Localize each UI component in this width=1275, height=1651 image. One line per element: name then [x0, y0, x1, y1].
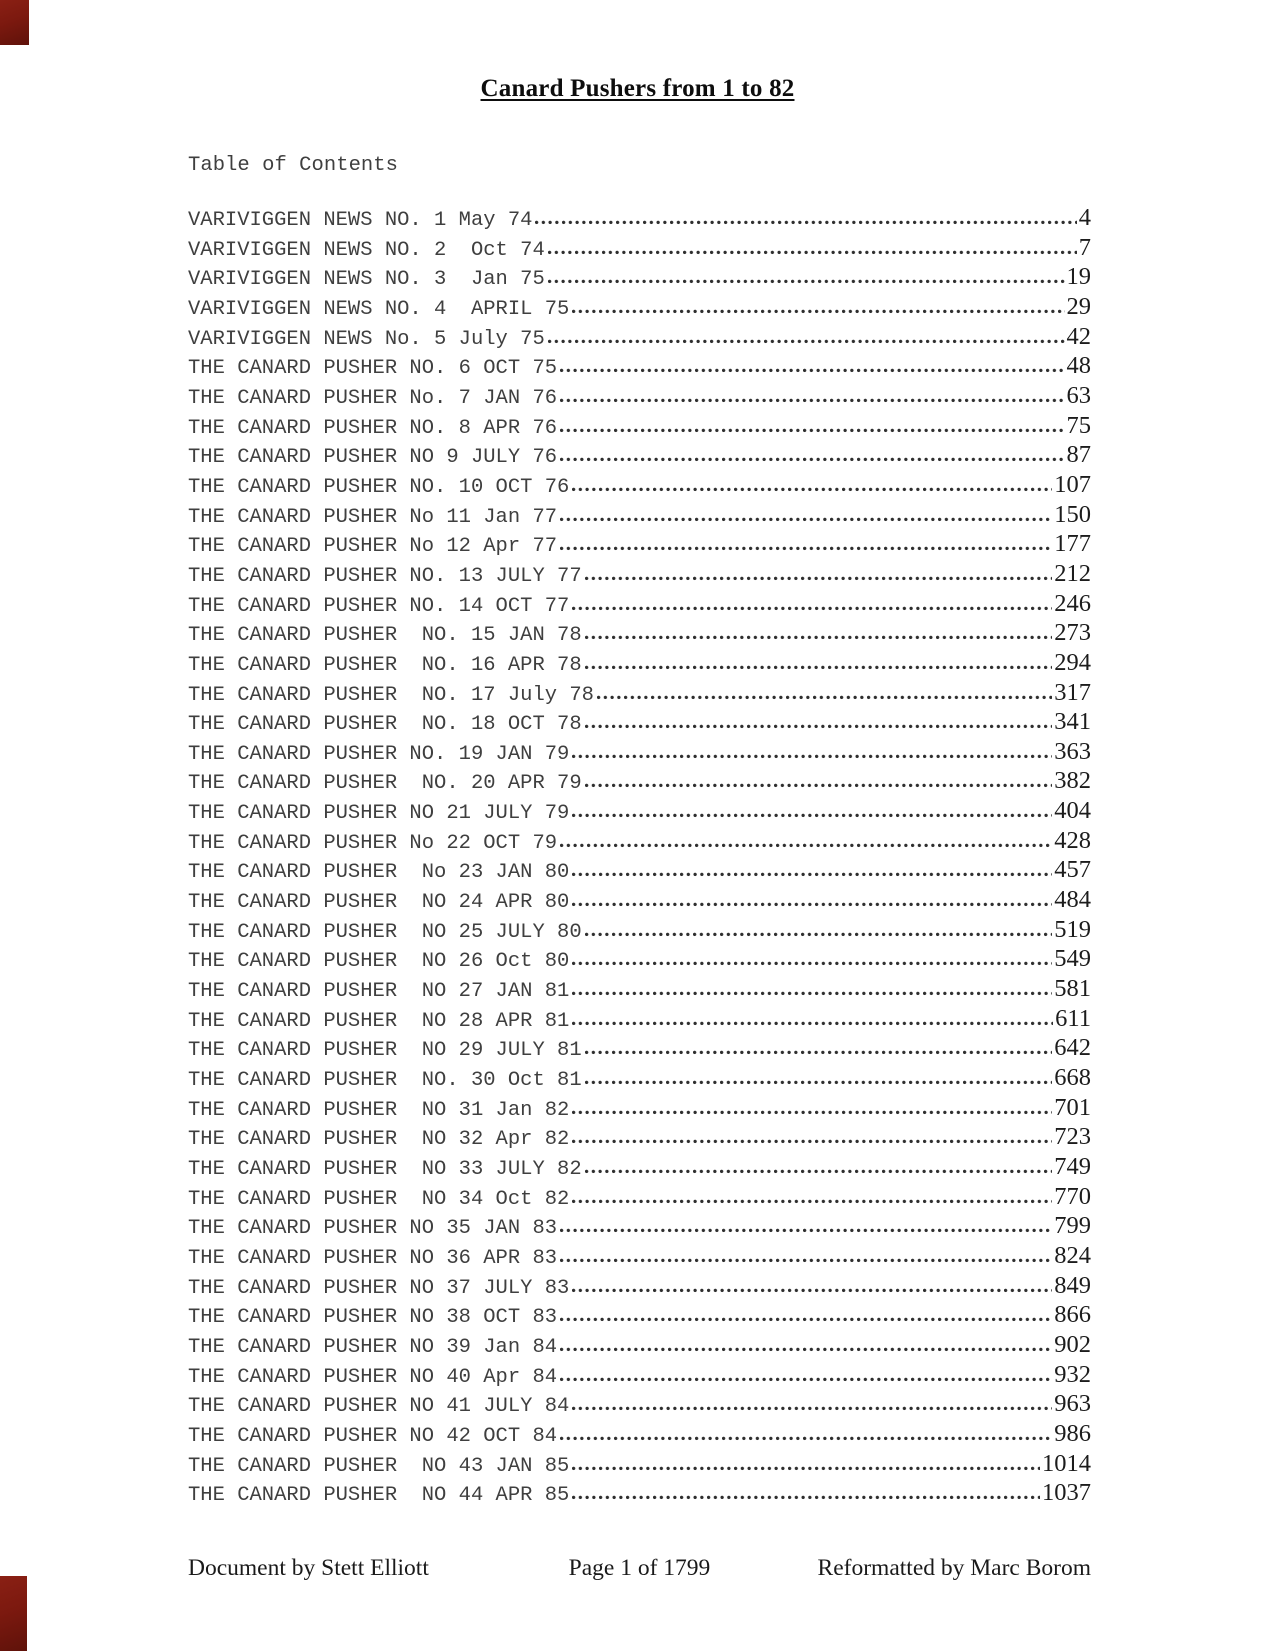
- toc-entry-page: 150: [1054, 500, 1091, 528]
- dot-leader: [585, 783, 1053, 788]
- toc-entry-page: 7: [1078, 233, 1091, 261]
- toc-entry-page: 404: [1054, 797, 1091, 825]
- toc-entry-label: THE CANARD PUSHER NO 39 Jan 84: [188, 1335, 558, 1359]
- toc-entry: [188, 262, 1091, 292]
- toc-entry: [188, 1241, 1091, 1271]
- toc-entry-page: 87: [1066, 441, 1091, 469]
- toc-entry: [188, 1122, 1091, 1152]
- dot-leader: [572, 1199, 1052, 1204]
- toc-entry-page: 668: [1054, 1064, 1091, 1092]
- toc-entry-page: 849: [1054, 1271, 1091, 1299]
- toc-entry-label: THE CANARD PUSHER NO 41 JULY 84: [188, 1395, 570, 1419]
- toc-entry-label: THE CANARD PUSHER NO 25 JULY 80: [188, 920, 582, 944]
- toc-entry-page: 273: [1054, 619, 1091, 647]
- toc-entry-page: 519: [1054, 915, 1091, 943]
- toc-entry: [188, 944, 1091, 974]
- toc-entry-label: THE CANARD PUSHER NO 34 Oct 82: [188, 1187, 570, 1211]
- toc-entry: [188, 1004, 1091, 1034]
- toc-entry-label: THE CANARD PUSHER NO 31 Jan 82: [188, 1098, 570, 1122]
- toc-entry-label: THE CANARD PUSHER NO 43 JAN 85: [188, 1454, 570, 1478]
- toc-entry-label: THE CANARD PUSHER NO 9 JULY 76: [188, 446, 558, 470]
- dot-leader: [572, 309, 1064, 314]
- toc-entry-page: 1014: [1042, 1449, 1091, 1477]
- toc-entry-label: THE CANARD PUSHER NO 38 OCT 83: [188, 1306, 558, 1330]
- dot-leader: [572, 1021, 1053, 1026]
- toc-entry-page: 549: [1054, 945, 1091, 973]
- dot-leader: [572, 991, 1052, 996]
- title-row: [0, 0, 1275, 107]
- toc-entry: [188, 1330, 1091, 1360]
- dot-leader: [572, 872, 1052, 877]
- toc-entry: [188, 1271, 1091, 1301]
- toc-entry-page: 824: [1054, 1241, 1091, 1269]
- toc-entry-page: 317: [1054, 678, 1091, 706]
- footer-page-indicator: Page 1 of 1799: [568, 1554, 711, 1581]
- toc-entry-label: THE CANARD PUSHER No. 7 JAN 76: [188, 386, 558, 410]
- toc-entry: [188, 351, 1091, 381]
- toc-entry: [188, 470, 1091, 500]
- toc-entry-label: THE CANARD PUSHER NO. 6 OCT 75: [188, 357, 558, 381]
- dot-leader: [560, 398, 1064, 403]
- toc-entry-page: 902: [1054, 1330, 1091, 1358]
- dot-leader: [585, 932, 1053, 937]
- toc-entry-label: THE CANARD PUSHER NO 26 Oct 80: [188, 950, 570, 974]
- dot-leader: [572, 902, 1052, 907]
- toc-entry: [188, 678, 1091, 708]
- toc-entry: [188, 707, 1091, 737]
- toc-entry: [188, 500, 1091, 530]
- dot-leader: [572, 1466, 1040, 1471]
- dot-leader: [560, 457, 1064, 462]
- dot-leader: [585, 576, 1053, 581]
- dot-leader: [572, 1110, 1052, 1115]
- toc-entry-page: 932: [1054, 1360, 1091, 1388]
- toc-entry-page: 63: [1066, 381, 1091, 409]
- toc-entry-label: THE CANARD PUSHER No 11 Jan 77: [188, 505, 558, 529]
- toc-entry: [188, 648, 1091, 678]
- toc-entry-label: THE CANARD PUSHER NO 40 Apr 84: [188, 1365, 558, 1389]
- toc-entry: [188, 796, 1091, 826]
- toc-entry: [188, 440, 1091, 470]
- toc-entry-label: THE CANARD PUSHER NO. 18 OCT 78: [188, 713, 582, 737]
- toc-entry-page: 749: [1054, 1153, 1091, 1180]
- toc-entry-page: 611: [1055, 1004, 1091, 1032]
- toc-entry: [188, 885, 1091, 915]
- toc-entry-page: 48: [1066, 352, 1091, 380]
- dot-leader: [560, 546, 1052, 551]
- toc-entry: [188, 1211, 1091, 1241]
- toc-entry: [188, 1182, 1091, 1212]
- toc-entry-page: 363: [1054, 737, 1091, 765]
- toc-entry-label: THE CANARD PUSHER NO 33 JULY 82: [188, 1158, 582, 1181]
- toc-entry-label: THE CANARD PUSHER NO 28 APR 81: [188, 1009, 570, 1033]
- toc-entry-page: 1037: [1042, 1479, 1091, 1507]
- toc-entry-label: VARIVIGGEN NEWS NO. 1 May 74: [188, 209, 533, 232]
- dot-leader: [560, 368, 1064, 373]
- dot-leader: [572, 754, 1052, 759]
- toc-entry-page: 177: [1054, 530, 1091, 558]
- dot-leader: [560, 843, 1052, 848]
- toc-entry-page: 428: [1054, 826, 1091, 854]
- toc-entry-page: 799: [1054, 1212, 1091, 1240]
- toc-entry-label: THE CANARD PUSHER NO 44 APR 85: [188, 1484, 570, 1508]
- toc-entry-page: 382: [1054, 767, 1091, 795]
- toc-entry: [188, 1419, 1091, 1449]
- dot-leader: [560, 1228, 1052, 1233]
- toc-entry: [188, 1478, 1091, 1508]
- toc-entry: [188, 618, 1091, 648]
- dot-leader: [572, 813, 1052, 818]
- toc-entry-label: THE CANARD PUSHER No 12 Apr 77: [188, 535, 558, 559]
- toc-entry-label: VARIVIGGEN NEWS NO. 4 APRIL 75: [188, 297, 570, 321]
- toc-entry: [188, 1063, 1091, 1093]
- dot-leader: [560, 428, 1064, 433]
- toc-entry: [188, 1389, 1091, 1419]
- dot-leader: [572, 1139, 1052, 1144]
- toc-entry-page: 866: [1054, 1301, 1091, 1329]
- toc-entry: [188, 322, 1091, 352]
- toc-entry-label: THE CANARD PUSHER NO 29 JULY 81: [188, 1039, 582, 1063]
- dot-leader: [585, 724, 1053, 729]
- toc-list: [188, 203, 1091, 1508]
- toc-entry-page: 29: [1066, 292, 1091, 320]
- toc-entry-label: THE CANARD PUSHER NO 24 APR 80: [188, 891, 570, 915]
- dot-leader: [585, 635, 1053, 640]
- dot-leader: [572, 606, 1052, 611]
- toc-entry-label: VARIVIGGEN NEWS NO. 2 Oct 74: [188, 238, 545, 262]
- toc-entry-page: 294: [1054, 648, 1091, 676]
- toc-entry-page: 4: [1078, 204, 1091, 231]
- toc-entry-label: VARIVIGGEN NEWS NO. 3 Jan 75: [188, 268, 545, 292]
- toc-entry: [188, 855, 1091, 885]
- toc-entry-page: 341: [1054, 708, 1091, 736]
- toc-entry: [188, 1152, 1091, 1182]
- toc-entry-label: THE CANARD PUSHER No 23 JAN 80: [188, 861, 570, 885]
- toc-entry: [188, 1033, 1091, 1063]
- toc-entry-label: THE CANARD PUSHER NO. 30 Oct 81: [188, 1069, 582, 1093]
- toc-entry: [188, 589, 1091, 619]
- toc-entry: [188, 1093, 1091, 1123]
- toc-entry: [188, 915, 1091, 945]
- dot-leader: [560, 1347, 1052, 1352]
- toc-entry-label: THE CANARD PUSHER NO. 16 APR 78: [188, 653, 582, 677]
- dot-leader: [572, 487, 1052, 492]
- toc-entry-page: 484: [1054, 886, 1091, 914]
- toc-entry: [188, 559, 1091, 589]
- dot-leader: [585, 665, 1053, 670]
- footer-author: Document by Stett Elliott: [188, 1554, 429, 1581]
- toc-entry-label: THE CANARD PUSHER No 22 OCT 79: [188, 831, 558, 855]
- toc-entry-label: THE CANARD PUSHER NO 32 Apr 82: [188, 1128, 570, 1152]
- dot-leader: [585, 1050, 1053, 1055]
- toc-entry-label: THE CANARD PUSHER NO. 14 OCT 77: [188, 594, 570, 618]
- toc-entry-page: 986: [1054, 1419, 1091, 1447]
- dot-leader: [548, 250, 1077, 255]
- toc-entry: [188, 203, 1091, 233]
- toc-entry-label: THE CANARD PUSHER NO 37 JULY 83: [188, 1276, 570, 1300]
- dot-leader: [560, 1377, 1052, 1382]
- toc-entry: [188, 381, 1091, 411]
- toc-entry-label: THE CANARD PUSHER NO 27 JAN 81: [188, 980, 570, 1004]
- toc-entry-page: 212: [1054, 559, 1091, 587]
- toc-entry-page: 75: [1066, 411, 1091, 439]
- dot-leader: [572, 961, 1052, 966]
- toc-entry-page: 42: [1066, 322, 1091, 350]
- toc-entry-label: THE CANARD PUSHER NO 36 APR 83: [188, 1246, 558, 1270]
- toc-entry-page: 770: [1054, 1182, 1091, 1210]
- dot-leader: [572, 1288, 1052, 1293]
- dot-leader: [548, 279, 1065, 284]
- page-title: Canard Pushers from 1 to 82: [480, 75, 795, 102]
- toc-entry-page: 19: [1066, 263, 1091, 291]
- toc-entry-page: 107: [1054, 470, 1091, 498]
- toc-entry-label: VARIVIGGEN NEWS No. 5 July 75: [188, 327, 545, 351]
- toc-entry-label: THE CANARD PUSHER NO. 13 JULY 77: [188, 564, 582, 588]
- toc-entry-page: 963: [1054, 1390, 1091, 1418]
- toc-entry: [188, 766, 1091, 796]
- footer-reformatter: Reformatted by Marc Borom: [817, 1554, 1091, 1581]
- toc-entry: [188, 233, 1091, 263]
- toc-entry: [188, 411, 1091, 441]
- toc-entry: [188, 1360, 1091, 1390]
- toc-entry-page: 581: [1054, 975, 1091, 1003]
- toc-entry: [188, 826, 1091, 856]
- dot-leader: [597, 695, 1052, 700]
- dot-leader: [572, 1406, 1052, 1411]
- toc-entry: [188, 737, 1091, 767]
- toc-entry-label: THE CANARD PUSHER NO. 20 APR 79: [188, 772, 582, 796]
- toc-entry-label: THE CANARD PUSHER NO. 19 JAN 79: [188, 742, 570, 766]
- toc-entry-page: 246: [1054, 589, 1091, 617]
- toc-entry-label: THE CANARD PUSHER NO 35 JAN 83: [188, 1217, 558, 1241]
- toc-entry: [188, 1300, 1091, 1330]
- dot-leader: [572, 1495, 1040, 1500]
- toc-entry: [188, 1449, 1091, 1479]
- content-column: [188, 153, 1091, 1582]
- dot-leader: [585, 1169, 1053, 1174]
- toc-entry-label: THE CANARD PUSHER NO. 10 OCT 76: [188, 475, 570, 499]
- dot-leader: [535, 220, 1076, 225]
- scan-artifact-top-left: [0, 0, 29, 45]
- toc-entry-label: THE CANARD PUSHER NO. 17 July 78: [188, 683, 594, 707]
- toc-entry: [188, 529, 1091, 559]
- dot-leader: [560, 1436, 1052, 1441]
- toc-entry-page: 642: [1054, 1034, 1091, 1062]
- page-footer: [188, 1554, 1091, 1582]
- toc-entry-page: 457: [1054, 856, 1091, 884]
- dot-leader: [560, 1258, 1052, 1263]
- toc-entry: [188, 292, 1091, 322]
- dot-leader: [585, 1080, 1053, 1085]
- dot-leader: [560, 1317, 1052, 1322]
- dot-leader: [548, 339, 1065, 344]
- toc-entry-label: THE CANARD PUSHER NO. 15 JAN 78: [188, 624, 582, 648]
- scan-artifact-bottom-left: [0, 1576, 27, 1651]
- dot-leader: [560, 517, 1052, 522]
- toc-entry-page: 723: [1054, 1123, 1091, 1151]
- toc-entry-label: THE CANARD PUSHER NO 42 OCT 84: [188, 1424, 558, 1448]
- toc-entry-label: THE CANARD PUSHER NO. 8 APR 76: [188, 416, 558, 440]
- toc-entry-page: 701: [1054, 1093, 1091, 1121]
- toc-heading: Table of Contents: [188, 154, 398, 177]
- toc-entry-label: THE CANARD PUSHER NO 21 JULY 79: [188, 802, 570, 826]
- toc-entry: [188, 974, 1091, 1004]
